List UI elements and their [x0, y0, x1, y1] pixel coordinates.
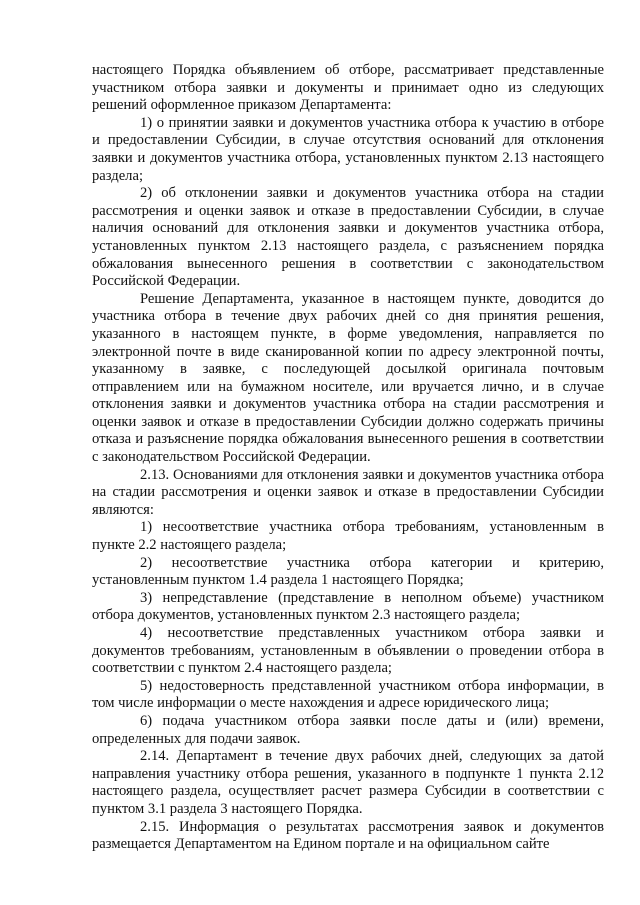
paragraph-2-14: 2.14. Департамент в течение двух рабочих дней, следующих за датой направления участнику отбора решения, указанного в подпункте 1 пункта 2.12 настоящего раздела, осуществляет расчет размера Субсидии в соответствии с пунктом 3.1 раздела 3 настоящего Порядка.: [92, 748, 604, 817]
paragraph-ground-4: 4) несоответствие представленных участником отбора заявки и документов требованиям, установленным в объявлении о проведении отбора в соответствии с пунктом 2.4 настоящего раздела;: [92, 625, 604, 677]
paragraph-ground-5: 5) недостоверность представленной участником отбора информации, в том числе информации о месте нахождения и адресе юридического лица;: [92, 677, 604, 712]
paragraph-ground-2: 2) несоответствие участника отбора категории и критерию, установленным пунктом 1.4 раздела 1 настоящего Порядка;: [92, 554, 604, 589]
paragraph-decision-2: 2) об отклонении заявки и документов участника отбора на стадии рассмотрения и оценки заявок и отказе в предоставлении Субсидии, в случае наличия оснований для отклонения заявки и документов участника отбора, установленных пунктом 2.13 настоящего раздела, с разъяснением порядка обжалования вынесенного решения в соответствии с законодательством Российской Федерации.: [92, 185, 604, 290]
document-page: [92, 62, 604, 854]
paragraph-2-13: 2.13. Основаниями для отклонения заявки и документов участника отбора на стадии рассмотрения и оценки заявок и отказе в предоставлении Субсидии являются:: [92, 466, 604, 518]
paragraph-notification: Решение Департамента, указанное в настоящем пункте, доводится до участника отбора в течение двух рабочих дней со дня принятия решения, указанного в настоящем пункте, в форме уведомления, направляется по электронной почте в виде сканированной копии по адресу электронной почты, указанному в заявке, с последующей досылкой оригинала почтовым отправлением или на бумажном носителе, или вручается лично, и в случае отклонения заявки и документов участника отбора на стадии рассмотрения и оценки заявок и отказе в предоставлении Субсидии должно содержать причины отказа и разъяснение порядка обжалования вынесенного решения в соответствии с законодательством Российской Федерации.: [92, 290, 604, 466]
paragraph-ground-1: 1) несоответствие участника отбора требованиям, установленным в пункте 2.2 настоящего раздела;: [92, 519, 604, 554]
paragraph-continuation: настоящего Порядка объявлением об отборе, рассматривает представленные участником отбора заявки и документы и принимает одно из следующих решений оформленное приказом Департамента:: [92, 62, 604, 114]
paragraph-ground-6: 6) подача участником отбора заявки после даты и (или) времени, определенных для подачи заявок.: [92, 712, 604, 747]
paragraph-decision-1: 1) о принятии заявки и документов участника отбора к участию в отборе и предоставлении Субсидии, в случае отсутствия оснований для отклонения заявки и документов участника отбора, установленных пунктом 2.13 настоящего раздела;: [92, 114, 604, 184]
paragraph-ground-3: 3) непредставление (представление в неполном объеме) участником отбора документов, установленных пунктом 2.3 настоящего раздела;: [92, 589, 604, 624]
paragraph-2-15: 2.15. Информация о результатах рассмотрения заявок и документов размещается Департаментом на Едином портале и на официальном сайте: [92, 818, 604, 853]
